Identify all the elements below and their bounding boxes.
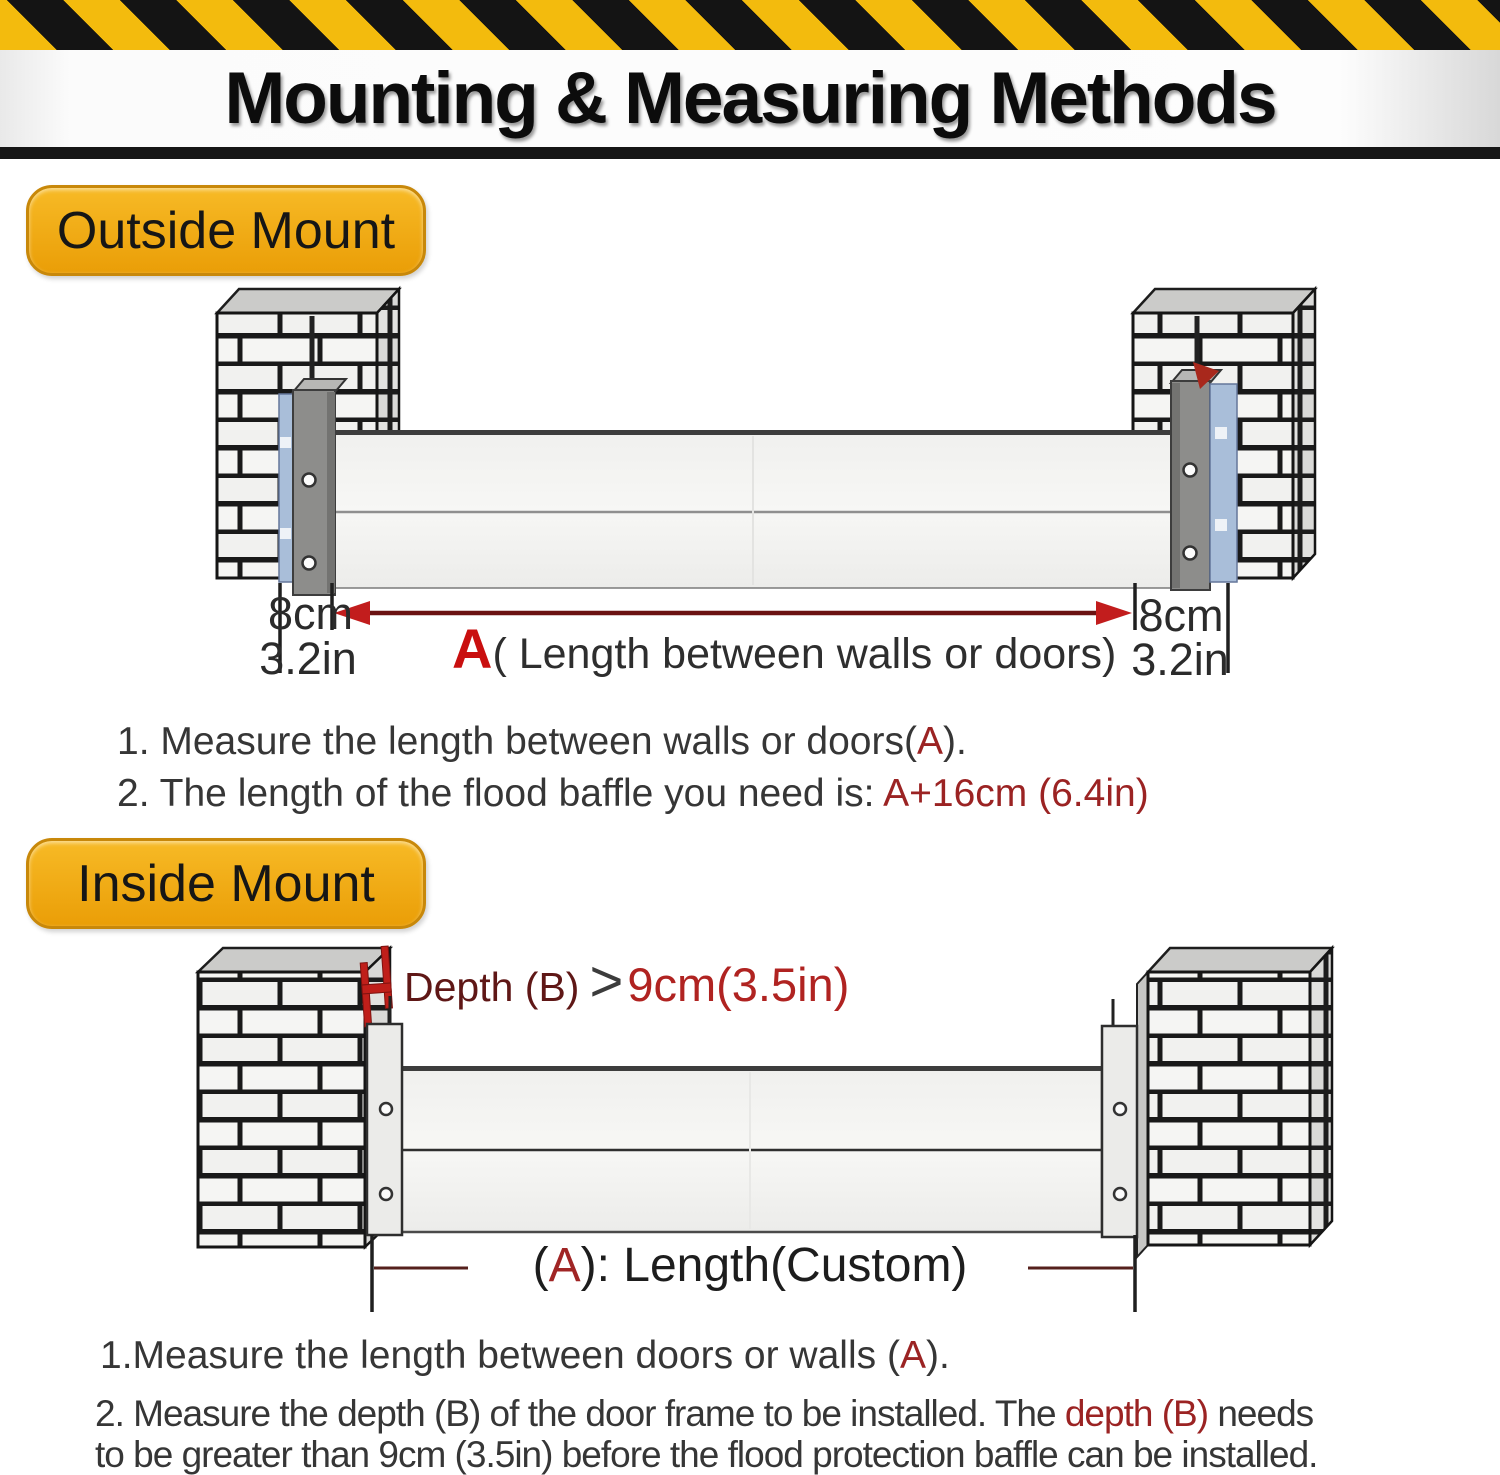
opening-variable: A: [452, 617, 493, 680]
inside-bracket-right: [1102, 999, 1137, 1237]
inside-left-wall-pillar: [198, 948, 390, 1247]
page-title: Mounting & Measuring Methods: [224, 58, 1276, 139]
screw-hole: [380, 1188, 392, 1200]
outside-right-cm-label: 8cm: [1138, 590, 1224, 641]
outside-mount-badge-label: Outside Mount: [56, 201, 396, 260]
opening-length-label: [452, 616, 1116, 681]
outside-step-2: 2. The length of the flood baffle you need is: A+16cm (6.4in): [117, 772, 1149, 815]
screw-hole: [1114, 1188, 1126, 1200]
screw-hole: [380, 1103, 392, 1115]
outside-right-inch-label: 3.2in: [1131, 634, 1229, 685]
opening-text: ( Length between walls or doors): [492, 630, 1117, 678]
seal-strip-right: [1210, 384, 1237, 582]
flood-barrier-panels-inside: [401, 1066, 1102, 1232]
depth-requirement-label: Depth (B) > 9cm(3.5in): [404, 949, 850, 1014]
custom-length-label: (A): Length(Custom): [532, 1239, 968, 1292]
inside-mount-badge-label: Inside Mount: [77, 854, 375, 913]
screw-hole: [303, 557, 316, 570]
outside-step-1: 1. Measure the length between walls or doors(A).: [117, 720, 967, 763]
seal-strip-left: [279, 394, 294, 582]
inside-step-2: 2. Measure the depth (B) of the door frame to be installed. The depth (B) needs: [95, 1393, 1314, 1434]
flood-barrier-panels: [335, 430, 1171, 588]
screw-hole: [303, 474, 316, 487]
screw-hole: [1184, 464, 1197, 477]
inside-step-1: 1.Measure the length between doors or walls (A).: [100, 1334, 950, 1377]
inside-step-3: to be greater than 9cm (3.5in) before the flood protection baffle can be installed.: [95, 1434, 1318, 1475]
inside-right-wall-pillar: [1137, 948, 1332, 1257]
inside-bracket-left: [367, 996, 402, 1235]
screw-hole: [1184, 547, 1197, 560]
screw-hole: [1114, 1103, 1126, 1115]
outside-left-cm-label: 8cm: [268, 588, 354, 639]
outside-left-inch-label: 3.2in: [259, 633, 357, 684]
